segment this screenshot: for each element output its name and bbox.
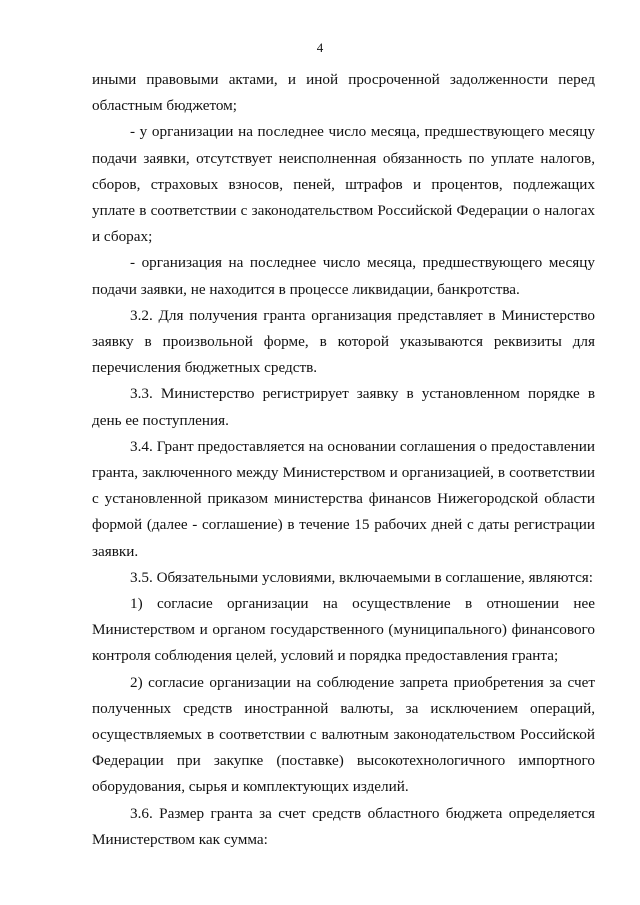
paragraph-3-4: 3.4. Грант предоставляется на основании соглашения о предоставлении гранта, заключенного между Министерством и организацией, в соответствии с установленной приказом министерства финансов Нижегородской области формой (далее - соглашение) в течение 15 рабочих дней с даты регистрации заявки. — [92, 437, 595, 560]
page-number: 4 — [316, 40, 324, 55]
document-body — [92, 67, 595, 853]
paragraph-condition-no-liquidation: - организация на последнее число месяца, предшествующего месяцу подачи заявки, не находится в процессе ликвидации, банкротства. — [92, 254, 595, 298]
paragraph-continuation: иными правовыми актами, и иной просроченной задолженности перед областным бюджетом; — [92, 71, 595, 115]
paragraph-3-5: 3.5. Обязательными условиями, включаемыми в соглашение, являются: — [130, 568, 594, 586]
paragraph-condition-no-tax-debt: - у организации на последнее число месяца, предшествующего месяцу подачи заявки, отсутствует неисполненная обязанность по уплате налогов, сборов, страховых взносов, пеней, штрафов и процентов, подлежащих уплате в соответствии с законодательством Российской Федерации о налогах и сборах; — [92, 123, 595, 246]
paragraph-3-3: 3.3. Министерство регистрирует заявку в установленном порядке в день ее поступления. — [92, 385, 595, 429]
paragraph-3-2: 3.2. Для получения гранта организация представляет в Министерство заявку в произвольной форме, в которой указываются реквизиты для перечисления бюджетных средств. — [92, 306, 595, 377]
paragraph-3-5-item-2: 2) согласие организации на соблюдение запрета приобретения за счет полученных средств иностранной валюты, за исключением операций, осуществляемых в соответствии с валютным законодательством Российской Федерации при закупке (поставке) высокотехнологичного импортного оборудования, сырья и комплектующих изделий. — [92, 673, 595, 796]
paragraph-3-6: 3.6. Размер гранта за счет средств областного бюджета определяется Министерством как сумма: — [92, 804, 595, 848]
paragraph-3-5-item-1: 1) согласие организации на осуществление в отношении нее Министерством и органом государственного (муниципального) финансового контроля соблюдения целей, условий и порядка предоставления гранта; — [92, 595, 595, 665]
